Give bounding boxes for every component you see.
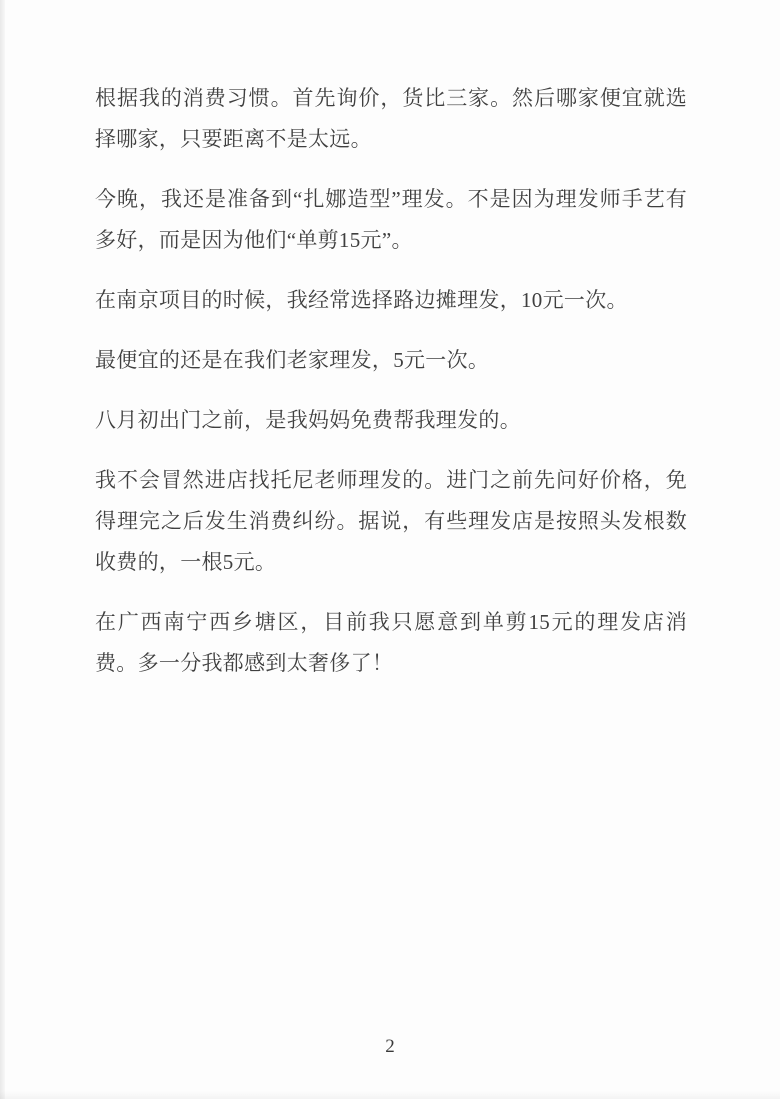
scan-edge-left: [0, 0, 5, 1099]
paragraph: 根据我的消费习惯。首先询价，货比三家。然后哪家便宜就选择哪家，只要距离不是太远。: [95, 86, 687, 151]
scan-edge-bottom: [0, 1091, 780, 1099]
paragraph: 我不会冒然进店找托尼老师理发的。进门之前先问好价格，免得理完之后发生消费纠纷。据说，有些理发店是按照头发根数收费的，一根5元。: [95, 468, 687, 574]
text-body: [95, 78, 687, 703]
paragraph: 在广西南宁西乡塘区，目前我只愿意到单剪15元的理发店消费。多一分我都感到太奢侈了！: [95, 610, 687, 675]
paragraph: 在南京项目的时候，我经常选择路边摊理发，10元一次。: [95, 288, 628, 312]
paragraph: 八月初出门之前，是我妈妈免费帮我理发的。: [95, 408, 521, 432]
paragraph: 最便宜的还是在我们老家理发，5元一次。: [95, 348, 490, 372]
page-number: 2: [385, 1036, 395, 1057]
paragraph: 今晚，我还是准备到“扎娜造型”理发。不是因为理发师手艺有多好，而是因为他们“单剪15元”。: [95, 187, 687, 252]
